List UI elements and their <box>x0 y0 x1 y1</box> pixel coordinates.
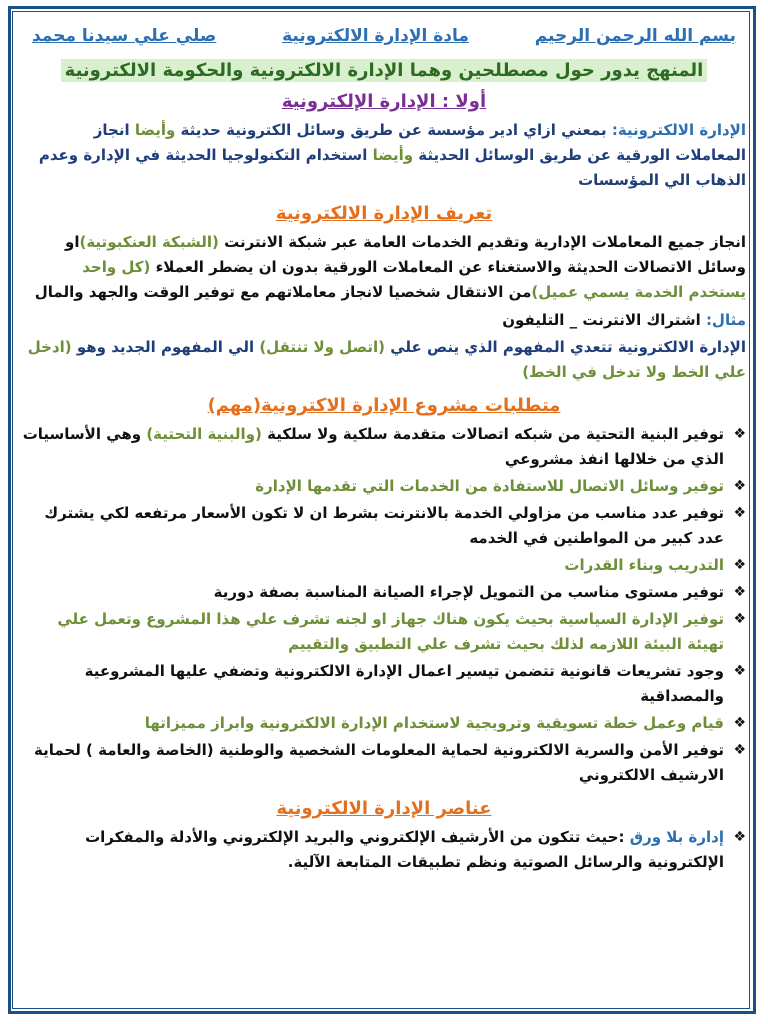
section1-paragraph <box>22 118 746 193</box>
section3-title <box>22 395 746 416</box>
section2-title <box>22 203 746 224</box>
section4-title-text: عناصر الإدارة الالكترونية <box>276 798 492 819</box>
list-item <box>22 659 746 709</box>
list-item <box>22 738 746 788</box>
section2-note2: (كل واحد يستخدم الخدمة يسمي عميل) <box>82 258 746 301</box>
section1-term: الإدارة الالكترونية: <box>611 121 746 139</box>
item-text: التدريب وبناء القدرات <box>564 556 724 574</box>
bullet-diamond-icon: ❖ <box>733 478 746 494</box>
concept-text1: الإدارة الالكترونية تتعدي المفهوم الذي ينص علي <box>384 338 746 356</box>
concept-text2: الي المفهوم الجديد وهو <box>71 338 260 356</box>
section1-title-text: أولا : الإدارة الإلكترونية <box>281 91 487 112</box>
bullet-diamond-icon: ❖ <box>733 829 746 845</box>
bullet-diamond-icon: ❖ <box>733 505 746 521</box>
elements-list <box>22 825 746 875</box>
bullet-diamond-icon: ❖ <box>733 611 746 627</box>
example-text: اشتراك الانترنت _ التليفون <box>502 311 706 329</box>
section1-text3: استخدام التكنولوجيا الحديثة في الإدارة وعدم الذهاب الي المؤسسات <box>38 146 746 189</box>
document-page <box>22 22 746 1012</box>
item-note: (والبنية التحتية) <box>146 425 262 443</box>
section2-note1: (الشبكة العنكبوتية) <box>79 233 219 251</box>
example-line <box>22 311 746 329</box>
section2-title-text: تعريف الإدارة الالكترونية <box>275 203 493 224</box>
bullet-diamond-icon: ❖ <box>733 742 746 758</box>
section1-title <box>22 91 746 112</box>
example-label: مثال: <box>705 311 746 329</box>
header-salutation: صلي علي سيدنا محمد <box>32 26 217 46</box>
item-text: توفير الإدارة السياسية بحيث يكون هناك جهاز او لجنه تشرف علي هذا المشروع وتعمل علي تهيئة البيئة اللازمه لذلك بحيث تشرف علي التطبيق والتقييم <box>57 610 724 653</box>
intro-title-text: المنهج يدور حول مصطلحين وهما الإدارة الالكترونية والحكومة الالكترونية <box>61 59 708 82</box>
section2-text2: او وسائل الاتصالات الحديثة والاستغناء عن المعاملات الورقية بدون ان يضطر العملاء <box>65 233 746 276</box>
list-item <box>22 501 746 551</box>
section1-also2: وأيضا <box>372 146 414 164</box>
item-text: توفير عدد مناسب من مزاولي الخدمة بالانترنت بشرط ان لا تكون الأسعار مرتفعه لكي يشترك عدد كبير من المواطنين في الخدمه <box>44 504 724 547</box>
item-text: توفير البنية التحتية من شبكه اتصالات متقدمة سلكية ولا سلكية <box>261 425 724 443</box>
header-subject: مادة الإدارة الالكترونية <box>282 26 469 46</box>
section2-text1: انجاز جميع المعاملات الإدارية وتقديم الخدمات العامة عبر شبكة الانترنت <box>218 233 746 251</box>
list-item <box>22 474 746 499</box>
item-text-cont: وهي الأساسيات الذي من خلالها انفذ مشروعي <box>22 425 724 468</box>
item-text: قيام وعمل خطة تسويقية وترويجية لاستخدام الإدارة الالكترونية وابراز مميزاتها <box>144 714 724 732</box>
item-text: توفير وسائل الاتصال للاستفادة من الخدمات التي تقدمها الإدارة <box>255 477 724 495</box>
requirements-list <box>22 422 746 788</box>
list-item <box>22 825 746 875</box>
list-item <box>22 580 746 605</box>
list-item <box>22 607 746 657</box>
concept-quote2: (ادخل علي الخط ولا تدخل في الخط) <box>27 338 746 381</box>
section1-text2: انجاز المعاملات الورقية عن طريق الوسائل الحديثة <box>93 121 746 164</box>
list-item <box>22 711 746 736</box>
bullet-diamond-icon: ❖ <box>733 584 746 600</box>
bullet-diamond-icon: ❖ <box>733 663 746 679</box>
bullet-diamond-icon: ❖ <box>733 557 746 573</box>
list-item <box>22 422 746 472</box>
section2-text3: من الانتقال شخصيا لانجاز معاملاتهم مع توفير الوقت والجهد والمال <box>34 283 532 301</box>
item-text: توفير مستوى مناسب من التمويل لإجراء الصيانة المناسبة بصفة دورية <box>213 583 724 601</box>
intro-title <box>22 60 746 81</box>
section2-paragraph <box>22 230 746 305</box>
element-term: إدارة بلا ورق <box>629 828 724 846</box>
item-text: توفير الأمن والسرية الالكترونية لحماية المعلومات الشخصية والوطنية (الخاصة والعامة ) لحماية الارشيف الالكتروني <box>33 741 724 784</box>
bullet-diamond-icon: ❖ <box>733 426 746 442</box>
concept-quote1: (اتصل ولا تنتقل) <box>259 338 385 356</box>
section3-title-text: متطلبات مشروع الإدارة الاكترونية(مهم) <box>207 395 561 416</box>
section1-text1: بمعني ازاي ادير مؤسسة عن طريق وسائل الكترونية حديثة <box>175 121 612 139</box>
bullet-diamond-icon: ❖ <box>733 715 746 731</box>
concept-paragraph <box>22 335 746 385</box>
header-basmala: بسم الله الرحمن الرحيم <box>534 26 736 46</box>
section1-also1: وأيضا <box>134 121 176 139</box>
list-item <box>22 553 746 578</box>
section4-title <box>22 798 746 819</box>
element-text: :حيث تتكون من الأرشيف الإلكتروني والبريد الإلكتروني والأدلة والمفكرات الإلكترونية والرسائل الصوتية ونظم تطبيقات المتابعة الآلية. <box>85 828 724 871</box>
item-text: وجود تشريعات قانونية تتضمن تيسير اعمال الإدارة الالكترونية وتضفي عليها المشروعية والمصداقية <box>84 662 724 705</box>
header-row <box>22 26 746 46</box>
